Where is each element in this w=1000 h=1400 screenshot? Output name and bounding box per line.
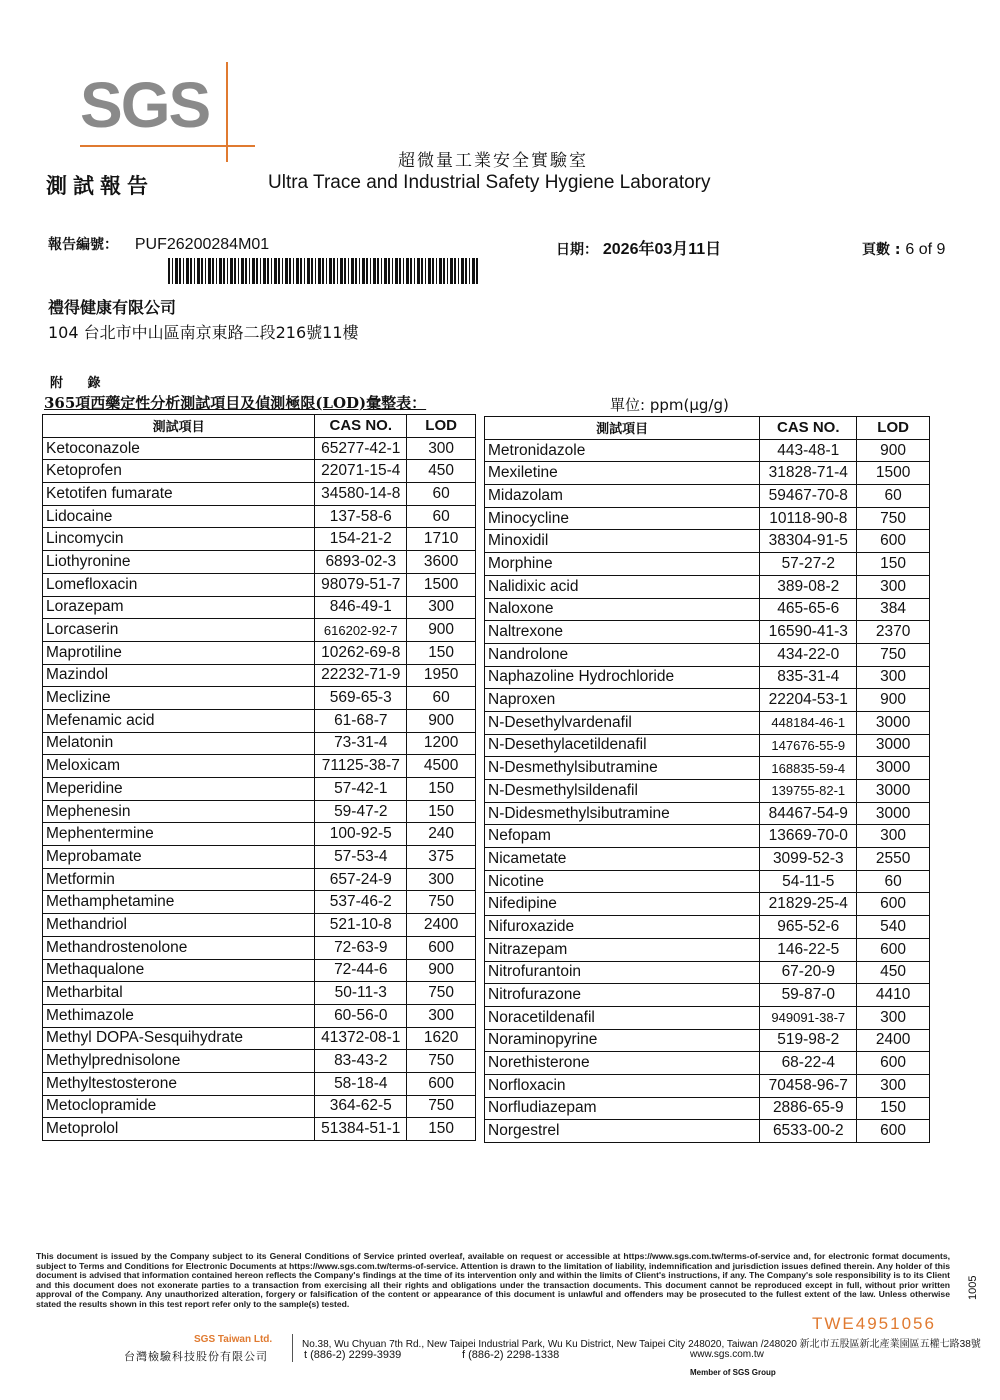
cell-test-item: Nicotine [485, 870, 760, 893]
cell-lod: 300 [407, 596, 476, 619]
cell-lod: 4500 [407, 755, 476, 778]
cell-cas-no: 168835-59-4 [760, 757, 857, 780]
col-header-item: 測試項目 [485, 417, 760, 440]
cell-test-item: Nitrofurazone [485, 984, 760, 1007]
cell-test-item: Maprotiline [43, 641, 315, 664]
cell-cas-no: 59-87-0 [760, 984, 857, 1007]
cell-lod: 1950 [407, 664, 476, 687]
table-row [43, 709, 476, 732]
table-row [485, 984, 930, 1007]
cell-test-item: Melatonin [43, 732, 315, 755]
cell-cas-no: 537-46-2 [315, 891, 407, 914]
cell-lod: 375 [407, 846, 476, 869]
cell-cas-no: 22071-15-4 [315, 460, 407, 483]
cell-lod: 3000 [857, 757, 930, 780]
cell-lod: 3600 [407, 551, 476, 574]
cell-cas-no: 846-49-1 [315, 596, 407, 619]
cell-cas-no: 41372-08-1 [315, 1027, 407, 1050]
cell-lod: 60 [407, 687, 476, 710]
appendix-label: 附 錄 [50, 376, 111, 391]
cell-cas-no: 65277-42-1 [315, 437, 407, 460]
cell-test-item: Nandrolone [485, 643, 760, 666]
cell-test-item: Methylprednisolone [43, 1050, 315, 1073]
table-row [43, 755, 476, 778]
page-count [862, 239, 945, 259]
table-row [43, 641, 476, 664]
cell-cas-no: 3099-52-3 [760, 848, 857, 871]
col-header-item: 測試項目 [43, 415, 315, 438]
cell-lod: 2400 [407, 914, 476, 937]
cell-test-item: Methaqualone [43, 959, 315, 982]
cell-test-item: Metformin [43, 868, 315, 891]
table-row [43, 1027, 476, 1050]
cell-cas-no: 57-27-2 [760, 553, 857, 576]
cell-lod: 900 [407, 709, 476, 732]
cell-lod: 4410 [857, 984, 930, 1007]
col-header-cas: CAS NO. [315, 415, 407, 438]
cell-test-item: Nicametate [485, 848, 760, 871]
sgs-logo: SGS [80, 69, 210, 141]
footer-member: Member of SGS Group [690, 1368, 776, 1377]
lod-table-left [42, 414, 476, 1141]
cell-lod: 300 [407, 868, 476, 891]
date-value: 2026年03月11日 [602, 241, 722, 258]
cell-lod: 300 [407, 437, 476, 460]
document-title: 測試報告 [46, 174, 154, 198]
table-row [485, 757, 930, 780]
cell-test-item: Lomefloxacin [43, 573, 315, 596]
cell-lod: 60 [407, 505, 476, 528]
cell-cas-no: 2886-65-9 [760, 1097, 857, 1120]
cell-cas-no: 72-44-6 [315, 959, 407, 982]
cell-test-item: Norgestrel [485, 1120, 760, 1143]
cell-test-item: Methyl DOPA-Sesquihydrate [43, 1027, 315, 1050]
report-number [48, 234, 269, 254]
cell-cas-no: 569-65-3 [315, 687, 407, 710]
col-header-cas: CAS NO. [760, 417, 857, 440]
table-row [43, 528, 476, 551]
cell-cas-no: 389-08-2 [760, 575, 857, 598]
cell-lod: 900 [407, 959, 476, 982]
cell-lod: 60 [857, 870, 930, 893]
cell-cas-no: 137-58-6 [315, 505, 407, 528]
cell-test-item: Liothyronine [43, 551, 315, 574]
cell-cas-no: 139755-82-1 [760, 780, 857, 803]
cell-lod: 3000 [857, 734, 930, 757]
table-row [43, 868, 476, 891]
cell-test-item: Mefenamic acid [43, 709, 315, 732]
cell-cas-no: 448184-46-1 [760, 711, 857, 734]
cell-test-item: Noracetildenafil [485, 1006, 760, 1029]
cell-cas-no: 465-65-6 [760, 598, 857, 621]
cell-cas-no: 519-98-2 [760, 1029, 857, 1052]
cell-lod: 150 [857, 1097, 930, 1120]
cell-lod: 600 [857, 893, 930, 916]
table-header-row [43, 415, 476, 438]
table-row [485, 666, 930, 689]
cell-test-item: Naphazoline Hydrochloride [485, 666, 760, 689]
client-company: 禮得健康有限公司 [48, 298, 177, 317]
table-row [485, 870, 930, 893]
cell-test-item: Naloxone [485, 598, 760, 621]
footer-company-en: SGS Taiwan Ltd. [194, 1334, 273, 1345]
table-header-row [485, 417, 930, 440]
cell-lod: 1620 [407, 1027, 476, 1050]
cell-cas-no: 434-22-0 [760, 643, 857, 666]
cell-test-item: N-Desethylvardenafil [485, 711, 760, 734]
table-row [485, 780, 930, 803]
cell-lod: 150 [857, 553, 930, 576]
cell-cas-no: 60-56-0 [315, 1004, 407, 1027]
cell-lod: 450 [857, 961, 930, 984]
cell-test-item: Methandrostenolone [43, 936, 315, 959]
cell-cas-no: 100-92-5 [315, 823, 407, 846]
table-row [485, 575, 930, 598]
logo-accent-vertical [226, 62, 228, 162]
cell-test-item: Nefopam [485, 825, 760, 848]
cell-lod: 60 [407, 483, 476, 506]
cell-cas-no: 6533-00-2 [760, 1120, 857, 1143]
cell-cas-no: 57-42-1 [315, 778, 407, 801]
cell-cas-no: 59467-70-8 [760, 485, 857, 508]
table-row [485, 689, 930, 712]
cell-lod: 150 [407, 1118, 476, 1141]
table-row [485, 439, 930, 462]
cell-cas-no: 521-10-8 [315, 914, 407, 937]
cell-test-item: Minoxidil [485, 530, 760, 553]
cell-lod: 300 [857, 1074, 930, 1097]
cell-cas-no: 22204-53-1 [760, 689, 857, 712]
cell-test-item: Norethisterone [485, 1052, 760, 1075]
table-row [43, 1072, 476, 1095]
cell-lod: 150 [407, 778, 476, 801]
cell-test-item: Nitrazepam [485, 938, 760, 961]
table-row [43, 460, 476, 483]
cell-cas-no: 154-21-2 [315, 528, 407, 551]
table-row [485, 916, 930, 939]
cell-lod: 150 [407, 800, 476, 823]
cell-test-item: N-Desethylacetildenafil [485, 734, 760, 757]
cell-lod: 3000 [857, 802, 930, 825]
cell-lod: 60 [857, 485, 930, 508]
table-title: 365項西藥定性分析測試項目及偵測極限(LOD)彙整表： [44, 394, 427, 412]
cell-test-item: Minocycline [485, 507, 760, 530]
cell-test-item: Ketotifen fumarate [43, 483, 315, 506]
cell-test-item: Lincomycin [43, 528, 315, 551]
cell-cas-no: 364-62-5 [315, 1095, 407, 1118]
cell-cas-no: 34580-14-8 [315, 483, 407, 506]
cell-lod: 300 [857, 666, 930, 689]
cell-lod: 600 [407, 936, 476, 959]
cell-cas-no: 61-68-7 [315, 709, 407, 732]
table-row [43, 914, 476, 937]
cell-lod: 900 [407, 619, 476, 642]
cell-cas-no: 6893-02-3 [315, 551, 407, 574]
cell-lod: 1500 [857, 462, 930, 485]
cell-lod: 1200 [407, 732, 476, 755]
table-row [43, 596, 476, 619]
cell-test-item: Lorazepam [43, 596, 315, 619]
document-serial: TWE4951056 [812, 1314, 936, 1333]
table-row [485, 1097, 930, 1120]
cell-cas-no: 965-52-6 [760, 916, 857, 939]
cell-lod: 600 [407, 1072, 476, 1095]
table-row [43, 619, 476, 642]
cell-test-item: Methyltestosterone [43, 1072, 315, 1095]
cell-lod: 300 [407, 1004, 476, 1027]
cell-cas-no: 54-11-5 [760, 870, 857, 893]
cell-test-item: Metoprolol [43, 1118, 315, 1141]
cell-cas-no: 443-48-1 [760, 439, 857, 462]
cell-lod: 1500 [407, 573, 476, 596]
cell-cas-no: 58-18-4 [315, 1072, 407, 1095]
cell-cas-no: 83-43-2 [315, 1050, 407, 1073]
cell-lod: 450 [407, 460, 476, 483]
table-row [43, 778, 476, 801]
footer-divider [292, 1334, 293, 1362]
cell-test-item: Norfludiazepam [485, 1097, 760, 1120]
cell-test-item: Meprobamate [43, 846, 315, 869]
cell-test-item: Mexiletine [485, 462, 760, 485]
cell-test-item: Meloxicam [43, 755, 315, 778]
unit-label: 單位: ppm(μg/g) [610, 396, 729, 414]
legal-disclaimer: This document is issued by the Company subject to its General Conditions of Service printed overleaf, available on request or accessible at https://www.sgs.com.tw/terms-of-service and, for electronic format documents, subject to Terms and Conditions for Electronic Documents at https://www.sgs.com.tw/terms-of-service. Attention is drawn to the limitation of liability, indemnification and jurisdiction issues defined therein. Any holder of this document is advised that information contained hereon reflects the Company's findings at the time of its intervention only and within the limits of Client's instructions, if any. The Company's sole responsibility is to its Client and this document does not exonerate parties to a transaction from exercising all their rights and obligations under the transaction documents. This document cannot be reproduced except in full, without prior written approval of the Company. Any unauthorized alteration, forgery or falsification of the content or appearance of this document is unlawful and offenders may be prosecuted to the fullest extent of the law. Unless otherwise stated the results shown in this test report refer only to the sample(s) tested. [36, 1251, 950, 1309]
barcode [168, 258, 480, 284]
cell-lod: 750 [407, 891, 476, 914]
cell-cas-no: 22232-71-9 [315, 664, 407, 687]
cell-lod: 600 [857, 1052, 930, 1075]
cell-lod: 2370 [857, 621, 930, 644]
cell-test-item: N-Desmethylsildenafil [485, 780, 760, 803]
table-row [43, 982, 476, 1005]
cell-cas-no: 147676-55-9 [760, 734, 857, 757]
table-row [43, 551, 476, 574]
side-code: 1005 [967, 1275, 979, 1300]
cell-cas-no: 68-22-4 [760, 1052, 857, 1075]
cell-test-item: Naproxen [485, 689, 760, 712]
cell-cas-no: 949091-38-7 [760, 1006, 857, 1029]
table-row [485, 1120, 930, 1143]
cell-test-item: Methandriol [43, 914, 315, 937]
cell-cas-no: 98079-51-7 [315, 573, 407, 596]
table-row [43, 1118, 476, 1141]
table-row [43, 687, 476, 710]
table-row [485, 621, 930, 644]
report-number-label: 報告編號： [48, 237, 118, 253]
cell-test-item: N-Desmethylsibutramine [485, 757, 760, 780]
cell-lod: 750 [857, 507, 930, 530]
cell-lod: 300 [857, 575, 930, 598]
footer-website: www.sgs.com.tw [690, 1349, 764, 1360]
cell-test-item: Metharbital [43, 982, 315, 1005]
cell-test-item: Ketoprofen [43, 460, 315, 483]
cell-lod: 1710 [407, 528, 476, 551]
table-row [43, 800, 476, 823]
cell-cas-no: 31828-71-4 [760, 462, 857, 485]
cell-cas-no: 10118-90-8 [760, 507, 857, 530]
table-row [485, 848, 930, 871]
table-row [485, 893, 930, 916]
cell-test-item: Meperidine [43, 778, 315, 801]
table-row [485, 825, 930, 848]
cell-test-item: Lorcaserin [43, 619, 315, 642]
date-label: 日期： [556, 242, 598, 258]
cell-cas-no: 72-63-9 [315, 936, 407, 959]
cell-lod: 3000 [857, 780, 930, 803]
cell-test-item: Noraminopyrine [485, 1029, 760, 1052]
footer-fax: f (886-2) 2298-1338 [462, 1349, 560, 1361]
cell-lod: 150 [407, 641, 476, 664]
cell-cas-no: 50-11-3 [315, 982, 407, 1005]
cell-cas-no: 73-31-4 [315, 732, 407, 755]
cell-cas-no: 616202-92-7 [315, 619, 407, 642]
cell-lod: 540 [857, 916, 930, 939]
cell-lod: 300 [857, 1006, 930, 1029]
cell-test-item: Nifuroxazide [485, 916, 760, 939]
cell-lod: 240 [407, 823, 476, 846]
cell-cas-no: 13669-70-0 [760, 825, 857, 848]
table-row [485, 553, 930, 576]
table-row [43, 732, 476, 755]
report-date [556, 236, 721, 259]
cell-test-item: Methimazole [43, 1004, 315, 1027]
cell-cas-no: 51384-51-1 [315, 1118, 407, 1141]
table-row [485, 961, 930, 984]
cell-test-item: Norfloxacin [485, 1074, 760, 1097]
table-row [43, 483, 476, 506]
lab-name-english: Ultra Trace and Industrial Safety Hygiene Laboratory [268, 172, 711, 193]
footer-address: No.38, Wu Chyuan 7th Rd., New Taipei Industrial Park, Wu Ku District, New Taipei City 248020, Taiwan /248020 新北市五股區新北產業園區五權七路38號 [302, 1339, 981, 1350]
cell-test-item: Midazolam [485, 485, 760, 508]
cell-test-item: Nifedipine [485, 893, 760, 916]
table-row [43, 1095, 476, 1118]
cell-test-item: N-Didesmethylsibutramine [485, 802, 760, 825]
table-row [43, 846, 476, 869]
cell-test-item: Lidocaine [43, 505, 315, 528]
cell-test-item: Morphine [485, 553, 760, 576]
table-row [485, 598, 930, 621]
cell-lod: 600 [857, 938, 930, 961]
cell-test-item: Nitrofurantoin [485, 961, 760, 984]
cell-test-item: Nalidixic acid [485, 575, 760, 598]
cell-test-item: Mephentermine [43, 823, 315, 846]
col-header-lod: LOD [407, 415, 476, 438]
table-row [485, 1006, 930, 1029]
table-row [43, 437, 476, 460]
cell-lod: 600 [857, 1120, 930, 1143]
cell-lod: 750 [407, 1050, 476, 1073]
table-row [485, 711, 930, 734]
cell-cas-no: 835-31-4 [760, 666, 857, 689]
page-label: 頁數 : [862, 242, 906, 258]
cell-cas-no: 84467-54-9 [760, 802, 857, 825]
cell-lod: 3000 [857, 711, 930, 734]
cell-lod: 750 [407, 982, 476, 1005]
table-row [485, 1074, 930, 1097]
cell-test-item: Naltrexone [485, 621, 760, 644]
table-row [43, 891, 476, 914]
lab-name-chinese: 超微量工業安全實驗室 [398, 151, 588, 171]
cell-lod: 900 [857, 439, 930, 462]
cell-test-item: Mephenesin [43, 800, 315, 823]
table-row [485, 530, 930, 553]
table-row [43, 959, 476, 982]
table-row [485, 485, 930, 508]
cell-cas-no: 71125-38-7 [315, 755, 407, 778]
lod-table-right [484, 416, 930, 1143]
table-row [485, 643, 930, 666]
cell-test-item: Metronidazole [485, 439, 760, 462]
cell-cas-no: 10262-69-8 [315, 641, 407, 664]
table-row [485, 802, 930, 825]
logo-accent-horizontal [80, 145, 255, 147]
col-header-lod: LOD [857, 417, 930, 440]
table-row [43, 573, 476, 596]
cell-cas-no: 146-22-5 [760, 938, 857, 961]
table-row [485, 1052, 930, 1075]
cell-cas-no: 59-47-2 [315, 800, 407, 823]
report-number-value: PUF26200284M01 [134, 236, 270, 253]
cell-cas-no: 67-20-9 [760, 961, 857, 984]
cell-cas-no: 38304-91-5 [760, 530, 857, 553]
cell-lod: 900 [857, 689, 930, 712]
cell-cas-no: 21829-25-4 [760, 893, 857, 916]
cell-test-item: Ketoconazole [43, 437, 315, 460]
cell-lod: 2550 [857, 848, 930, 871]
cell-lod: 2400 [857, 1029, 930, 1052]
table-row [485, 1029, 930, 1052]
cell-cas-no: 57-53-4 [315, 846, 407, 869]
cell-test-item: Metoclopramide [43, 1095, 315, 1118]
cell-test-item: Mazindol [43, 664, 315, 687]
page-value: 6 of 9 [905, 241, 946, 258]
footer-telephone: t (886-2) 2299-3939 [304, 1349, 402, 1361]
cell-lod: 384 [857, 598, 930, 621]
cell-lod: 600 [857, 530, 930, 553]
cell-test-item: Methamphetamine [43, 891, 315, 914]
client-address: 104 台北市中山區南京東路二段216號11樓 [48, 323, 359, 342]
table-row [485, 507, 930, 530]
table-row [485, 938, 930, 961]
table-row [43, 823, 476, 846]
table-row [485, 734, 930, 757]
cell-cas-no: 657-24-9 [315, 868, 407, 891]
cell-lod: 750 [407, 1095, 476, 1118]
cell-cas-no: 70458-96-7 [760, 1074, 857, 1097]
table-row [43, 664, 476, 687]
cell-cas-no: 16590-41-3 [760, 621, 857, 644]
table-row [43, 505, 476, 528]
footer-company-cn: 台灣檢驗科技股份有限公司 [124, 1350, 268, 1363]
table-row [43, 1004, 476, 1027]
table-row [43, 1050, 476, 1073]
cell-test-item: Meclizine [43, 687, 315, 710]
table-row [43, 936, 476, 959]
cell-lod: 750 [857, 643, 930, 666]
cell-lod: 300 [857, 825, 930, 848]
table-row [485, 462, 930, 485]
